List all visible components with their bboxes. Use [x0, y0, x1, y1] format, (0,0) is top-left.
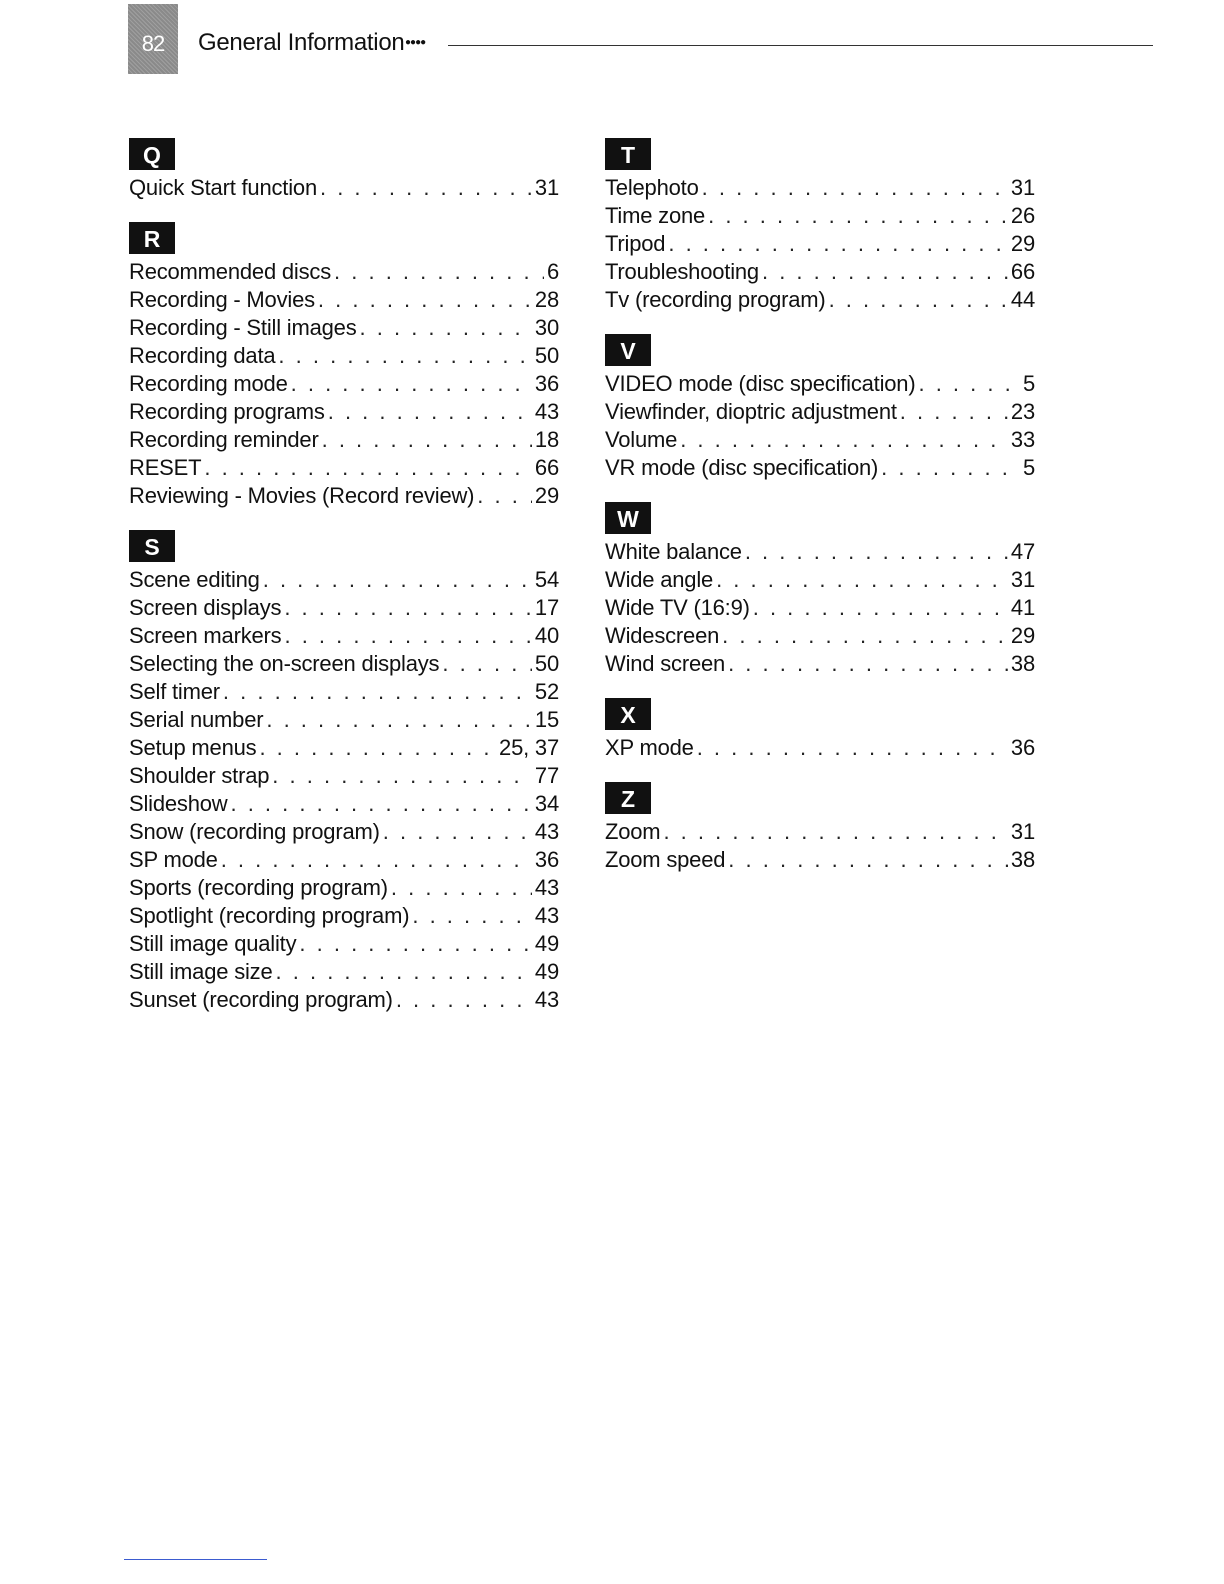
index-entry — [605, 258, 1035, 286]
index-term: Recommended discs — [129, 259, 332, 284]
index-entry — [129, 930, 559, 958]
index-entry — [605, 566, 1035, 594]
index-term: Viewfinder, dioptric adjustment — [605, 399, 897, 424]
index-page-number: 43 — [534, 903, 559, 928]
index-entry — [129, 454, 559, 482]
index-entry — [129, 734, 559, 762]
index-term: Selecting the on-screen displays — [129, 651, 440, 676]
dot-leader — [263, 566, 532, 594]
index-term: Still image quality — [129, 931, 297, 956]
index-entry — [605, 398, 1035, 426]
index-entry — [605, 734, 1035, 762]
dot-leader — [722, 622, 1008, 650]
index-entry — [605, 538, 1035, 566]
index-entry — [605, 622, 1035, 650]
index-term: Scene editing — [129, 567, 260, 592]
index-page-number: 77 — [534, 763, 559, 788]
index-page-number: 29 — [534, 483, 559, 508]
index-entry — [129, 314, 559, 342]
index-page-number: 30 — [534, 315, 559, 340]
index-term: Quick Start function — [129, 175, 317, 200]
index-page-number: 31 — [1010, 567, 1035, 592]
index-term: Wide angle — [605, 567, 714, 592]
index-page-number: 43 — [534, 399, 559, 424]
index-section-s — [129, 530, 559, 1014]
index-page-number: 50 — [534, 343, 559, 368]
section-letter-badge: V — [605, 334, 651, 366]
dot-leader — [278, 342, 532, 370]
index-page-number: 31 — [534, 175, 559, 200]
index-page-number: 5 — [1022, 371, 1035, 396]
index-entry — [129, 874, 559, 902]
index-page-number: 31 — [1010, 175, 1035, 200]
index-term: Recording reminder — [129, 427, 319, 452]
index-term: Tv (recording program) — [605, 287, 826, 312]
index-page-number: 5 — [1022, 455, 1035, 480]
index-entry — [605, 230, 1035, 258]
index-column-right — [605, 138, 1035, 894]
dot-leader — [412, 902, 532, 930]
header-rule — [448, 45, 1153, 46]
index-page-number: 36 — [534, 847, 559, 872]
dot-leader — [477, 482, 532, 510]
index-entry — [129, 762, 559, 790]
index-term: Self timer — [129, 679, 220, 704]
index-entry — [605, 426, 1035, 454]
index-entry — [129, 398, 559, 426]
index-entry — [129, 482, 559, 510]
index-term: Recording programs — [129, 399, 325, 424]
index-section-z — [605, 782, 1035, 874]
index-page-number: 6 — [546, 259, 559, 284]
index-page-number: 36 — [1010, 735, 1035, 760]
index-term: Telephoto — [605, 175, 699, 200]
index-entry — [129, 902, 559, 930]
index-term: Volume — [605, 427, 678, 452]
index-entry — [129, 706, 559, 734]
index-term: Serial number — [129, 707, 264, 732]
index-section-v — [605, 334, 1035, 482]
index-term: Wide TV (16:9) — [605, 595, 750, 620]
index-page-number: 38 — [1010, 651, 1035, 676]
index-section-r — [129, 222, 559, 510]
index-page-number: 29 — [1010, 623, 1035, 648]
index-term: Wind screen — [605, 651, 726, 676]
index-term: Spotlight (recording program) — [129, 903, 410, 928]
index-term: Screen displays — [129, 595, 282, 620]
index-page-number: 54 — [534, 567, 559, 592]
dot-leader — [697, 734, 1008, 762]
index-page-number: 28 — [534, 287, 559, 312]
index-page-number: 33 — [1010, 427, 1035, 452]
index-entry — [605, 370, 1035, 398]
dot-leader — [442, 650, 532, 678]
index-page-number: 43 — [534, 987, 559, 1012]
dot-leader — [753, 594, 1008, 622]
dot-leader — [334, 258, 544, 286]
dot-leader — [829, 286, 1008, 314]
index-page-number: 41 — [1010, 595, 1035, 620]
index-page-number: 49 — [534, 959, 559, 984]
index-entry — [129, 622, 559, 650]
index-page-number: 18 — [534, 427, 559, 452]
section-title: General Information — [198, 29, 405, 56]
dot-leader — [396, 986, 532, 1014]
section-letter-badge: S — [129, 530, 175, 562]
dot-leader — [716, 566, 1008, 594]
index-entry — [605, 202, 1035, 230]
index-entry — [605, 650, 1035, 678]
dot-leader — [728, 846, 1008, 874]
index-entry — [129, 986, 559, 1014]
index-section-t — [605, 138, 1035, 314]
dot-leader — [284, 594, 532, 622]
index-term: Troubleshooting — [605, 259, 759, 284]
index-entry — [129, 342, 559, 370]
index-term: White balance — [605, 539, 742, 564]
index-entry — [605, 594, 1035, 622]
index-term: Recording - Movies — [129, 287, 315, 312]
dot-leader — [918, 370, 1019, 398]
dot-leader — [299, 930, 532, 958]
index-term: Zoom speed — [605, 847, 726, 872]
index-page-number: 25, 37 — [499, 735, 559, 760]
index-page-number: 17 — [534, 595, 559, 620]
dot-leader — [284, 622, 531, 650]
index-page-number: 36 — [534, 371, 559, 396]
index-page-number: 43 — [534, 819, 559, 844]
index-page-number: 34 — [534, 791, 559, 816]
index-entry — [605, 818, 1035, 846]
index-term: Sports (recording program) — [129, 875, 388, 900]
dot-leader — [230, 790, 531, 818]
dot-leader — [204, 454, 532, 482]
index-page-number: 50 — [534, 651, 559, 676]
index-page-number: 66 — [1010, 259, 1035, 284]
index-page-number: 47 — [1010, 539, 1035, 564]
dot-leader — [762, 258, 1008, 286]
index-page-number: 49 — [534, 931, 559, 956]
index-entry — [605, 286, 1035, 314]
section-letter-badge: X — [605, 698, 651, 730]
dot-leader — [221, 846, 532, 874]
index-page-number: 66 — [534, 455, 559, 480]
dot-leader — [318, 286, 532, 314]
index-entry — [129, 566, 559, 594]
section-letter-badge: Z — [605, 782, 651, 814]
index-term: Reviewing - Movies (Record review) — [129, 483, 475, 508]
index-page-number: 15 — [534, 707, 559, 732]
dot-leader — [223, 678, 532, 706]
dot-leader — [680, 426, 1008, 454]
index-section-x — [605, 698, 1035, 762]
section-letter-badge: W — [605, 502, 651, 534]
index-term: Snow (recording program) — [129, 819, 380, 844]
page-number: 82 — [128, 4, 178, 74]
index-term: VR mode (disc specification) — [605, 455, 879, 480]
dot-leader — [291, 370, 532, 398]
index-column-left — [129, 138, 559, 1034]
index-entry — [129, 594, 559, 622]
index-entry — [129, 426, 559, 454]
index-page-number: 29 — [1010, 231, 1035, 256]
dot-leader — [702, 174, 1008, 202]
index-term: Setup menus — [129, 735, 257, 760]
dot-leader — [663, 818, 1007, 846]
index-term: Recording data — [129, 343, 276, 368]
index-entry — [129, 846, 559, 874]
index-term: RESET — [129, 455, 202, 480]
section-letter-badge: Q — [129, 138, 175, 170]
index-page-number: 31 — [1010, 819, 1035, 844]
dot-leader — [320, 174, 532, 202]
header-dots: ●●●● — [405, 37, 426, 48]
index-entry — [605, 174, 1035, 202]
index-term: Slideshow — [129, 791, 228, 816]
index-entry — [129, 286, 559, 314]
index-section-w — [605, 502, 1035, 678]
index-term: Still image size — [129, 959, 273, 984]
dot-leader — [708, 202, 1008, 230]
index-entry — [129, 790, 559, 818]
index-term: Recording - Still images — [129, 315, 357, 340]
section-letter-badge: T — [605, 138, 651, 170]
index-entry — [129, 958, 559, 986]
index-entry — [129, 818, 559, 846]
index-term: Screen markers — [129, 623, 282, 648]
index-page-number: 26 — [1010, 203, 1035, 228]
index-entry — [129, 650, 559, 678]
index-entry — [129, 174, 559, 202]
dot-leader — [276, 958, 532, 986]
index-term: XP mode — [605, 735, 694, 760]
index-term: Zoom — [605, 819, 661, 844]
index-page-number: 43 — [534, 875, 559, 900]
index-term: Shoulder strap — [129, 763, 270, 788]
dot-leader — [360, 314, 532, 342]
index-entry — [129, 258, 559, 286]
index-entry — [129, 678, 559, 706]
index-term: Sunset (recording program) — [129, 987, 393, 1012]
dot-leader — [328, 398, 532, 426]
index-page-number: 38 — [1010, 847, 1035, 872]
index-term: Time zone — [605, 203, 706, 228]
section-letter-badge: R — [129, 222, 175, 254]
dot-leader — [383, 818, 532, 846]
index-page-number: 44 — [1010, 287, 1035, 312]
index-section-q — [129, 138, 559, 202]
dot-leader — [391, 874, 532, 902]
index-page-number: 52 — [534, 679, 559, 704]
index-entry — [605, 454, 1035, 482]
dot-leader — [745, 538, 1008, 566]
dot-leader — [728, 650, 1008, 678]
index-term: Widescreen — [605, 623, 720, 648]
index-page-number: 40 — [534, 623, 559, 648]
dot-leader — [881, 454, 1020, 482]
index-entry — [129, 370, 559, 398]
dot-leader — [900, 398, 1008, 426]
index-entry — [605, 846, 1035, 874]
index-term: Tripod — [605, 231, 666, 256]
dot-leader — [668, 230, 1008, 258]
dot-leader — [259, 734, 496, 762]
dot-leader — [266, 706, 532, 734]
index-term: SP mode — [129, 847, 218, 872]
index-term: VIDEO mode (disc specification) — [605, 371, 916, 396]
dot-leader — [272, 762, 532, 790]
index-page-number: 23 — [1010, 399, 1035, 424]
footer-link-underline — [124, 1559, 267, 1560]
dot-leader — [322, 426, 532, 454]
index-term: Recording mode — [129, 371, 288, 396]
